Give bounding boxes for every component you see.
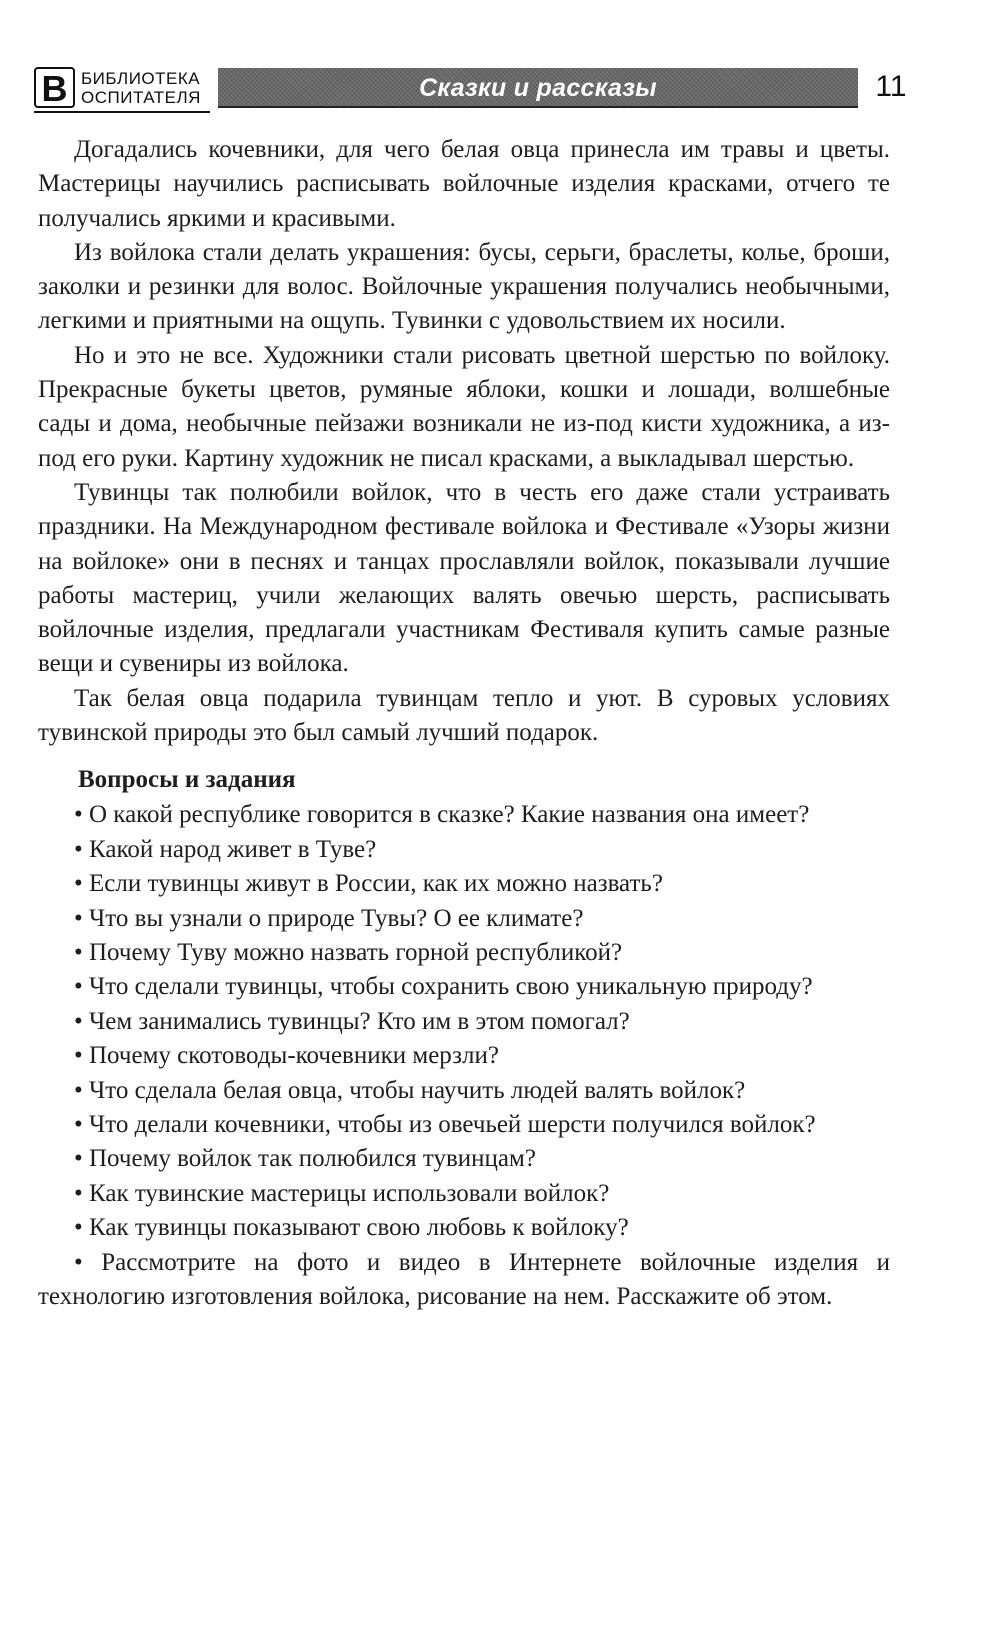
question-item: • Как тувинцы показывают свою любовь к войлоку? [74, 1214, 629, 1242]
question-item: • Какой народ живет в Туве? [74, 835, 377, 863]
questions-list [38, 798, 890, 1314]
question-item: • О какой республике говорится в сказке? Какие названия она имеет? [74, 801, 810, 829]
page-body [38, 133, 890, 1314]
question-item: • Что сделала белая овца, чтобы научить людей валять войлок? [74, 1076, 746, 1104]
question-item: • Что делали кочевники, чтобы из овечьей шерсти получился войлок? [74, 1111, 816, 1138]
question-item: • Что вы узнали о природе Тувы? О ее климате? [74, 904, 584, 932]
series-logo [34, 66, 210, 114]
paragraph-1: Догадались кочевники, для чего белая овца принесла им травы и цветы. Мастерицы научились расписывать войлочные изделия красками, отчего те получались яркими и красивыми. [38, 136, 890, 232]
logo-underline [34, 111, 210, 113]
question-item: • Чем занимались тувинцы? Кто им в этом помогал? [74, 1007, 630, 1035]
logo-line-1: БИБЛИОТЕКА [81, 69, 201, 88]
logo-line-2: ОСПИТАТЕЛЯ [81, 88, 201, 107]
question-item: • Что сделали тувинцы, чтобы сохранить свою уникальную природу? [74, 973, 813, 1001]
logo-letter: В [34, 67, 75, 108]
question-item: • Почему скотоводы-кочевники мерзли? [74, 1042, 499, 1070]
section-title: Сказки и рассказы [419, 74, 657, 102]
question-item: • Как тувинские мастерицы использовали войлок? [74, 1179, 610, 1207]
paragraph-5: Так белая овца подарила тувинцам тепло и уют. В суровых условиях тувинской природы это был самый лучший подарок. [38, 684, 890, 747]
section-title-bar [218, 68, 858, 108]
paragraph-2: Из войлока стали делать украшения: бусы, серьги, браслеты, колье, броши, заколки и резинки для волос. Войлочные украшения получались необычными, легкими и приятными на ощупь. Тувинки с удовольствием их носили. [38, 238, 890, 335]
question-item: • Если тувинцы живут в России, как их можно назвать? [74, 870, 663, 898]
question-item: • Почему Туву можно назвать горной республикой? [74, 938, 623, 966]
paragraph-3: Но и это не все. Художники стали рисовать цветной шерстью по войлоку. Прекрасные букеты цветов, румяные яблоки, кошки и лошади, волшебные сады и дома, необычные пейзажи возникали не из-под кисти художника, а из-под его руки. Картину художник не писал красками, а выкладывал шерстью. [38, 341, 890, 472]
questions-heading: Вопросы и задания [78, 766, 296, 794]
page-number: 11 [875, 70, 907, 103]
paragraph-4: Тувинцы так полюбили войлок, что в честь его даже стали устраивать праздники. На Международном фестивале войлока и Фестивале «Узоры жизни на войлоке» они в песнях и танцах прославляли войлок, показывали лучшие работы мастериц, учили желающих валять овечью шерсть, расписывать войлочные изделия, предлагали участникам Фестиваля купить самые разные вещи и сувениры из войлока. [38, 478, 890, 678]
running-header [34, 66, 924, 114]
question-item: • Рассмотрите на фото и видео в Интернете войлочные изделия и технологию изготовления войлока, рисование на нем. Расскажите об этом. [38, 1248, 890, 1311]
question-item: • Почему войлок так полюбился тувинцам? [74, 1145, 536, 1173]
